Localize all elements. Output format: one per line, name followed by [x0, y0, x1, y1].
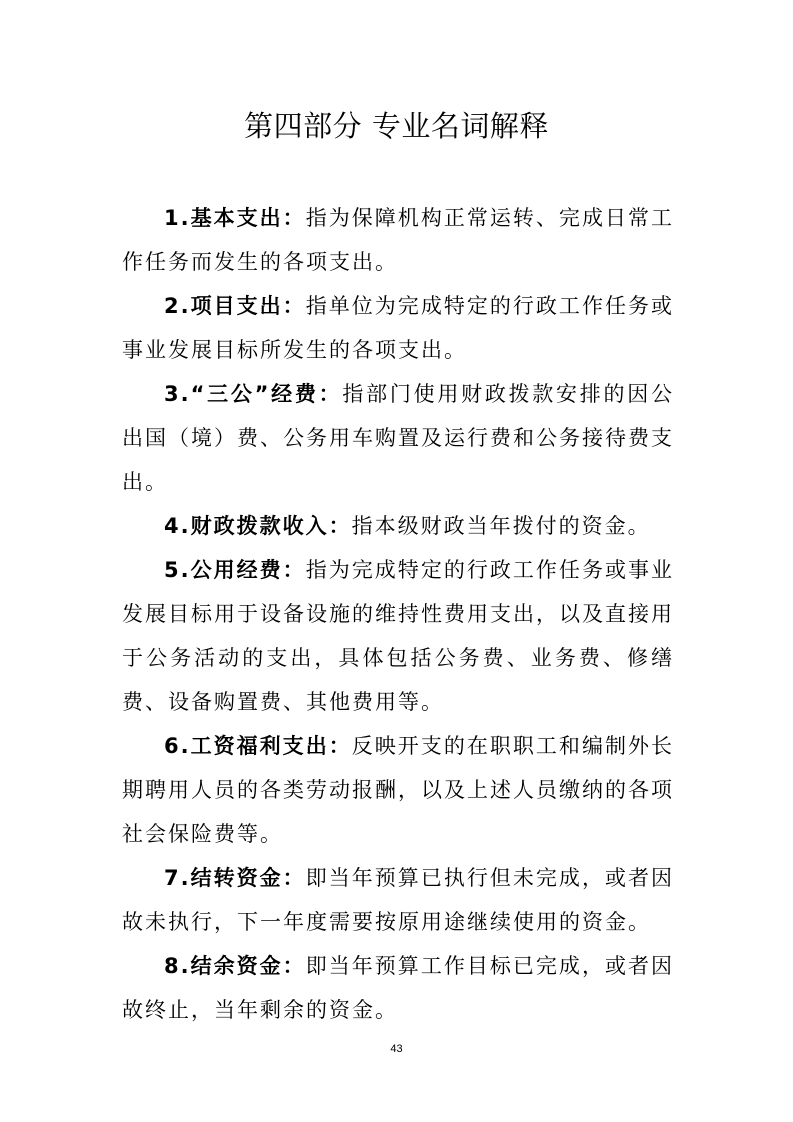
- term-name: 4.财政拨款收入：: [164, 514, 352, 538]
- glossary-item: [122, 856, 674, 944]
- glossary-item: [122, 944, 674, 1032]
- term-name: 6.工资福利支出：: [164, 734, 352, 758]
- term-name: 1.基本支出：: [164, 206, 306, 230]
- term-definition: 反映开支的在职职工和编制外长期聘用人员的各类劳动报酬，以及上述人员缴纳的各项社会保险费等。: [122, 734, 675, 846]
- term-definition: 指单位为完成特定的行政工作任务或事业发展目标所发生的各项支出。: [122, 294, 675, 362]
- glossary-item: [122, 284, 674, 372]
- page-number: 43: [390, 1043, 403, 1055]
- term-definition: 指为完成特定的行政工作任务或事业发展目标用于设备设施的维持性费用支出，以及直接用于公务活动的支出，具体包括公务费、业务费、修缮费、设备购置费、其他费用等。: [122, 558, 675, 714]
- page-title: 第四部分 专业名词解释: [244, 109, 549, 143]
- glossary-item: [122, 196, 674, 284]
- term-definition: 指部门使用财政拨款安排的因公出国（境）费、公务用车购置及运行费和公务接待费支出。: [122, 382, 674, 494]
- term-name: 7.结转资金：: [164, 866, 306, 890]
- term-definition: 指为保障机构正常运转、完成日常工作任务而发生的各项支出。: [122, 206, 675, 274]
- term-name: 2.项目支出：: [164, 294, 306, 318]
- term-definition: 即当年预算工作目标已完成，或者因故终止，当年剩余的资金。: [122, 954, 675, 1022]
- glossary-item: [122, 548, 674, 724]
- term-name: 3.“三公”经费：: [164, 382, 343, 406]
- glossary-list: [122, 196, 674, 1032]
- glossary-item: [122, 724, 674, 856]
- glossary-item: [122, 504, 674, 548]
- glossary-item: [122, 372, 674, 504]
- term-name: 5.公用经费：: [164, 558, 306, 582]
- term-name: 8.结余资金：: [164, 954, 306, 978]
- term-definition: 指本级财政当年拨付的资金。: [351, 514, 651, 538]
- term-definition: 即当年预算已执行但未完成，或者因故未执行，下一年度需要按原用途继续使用的资金。: [122, 866, 675, 934]
